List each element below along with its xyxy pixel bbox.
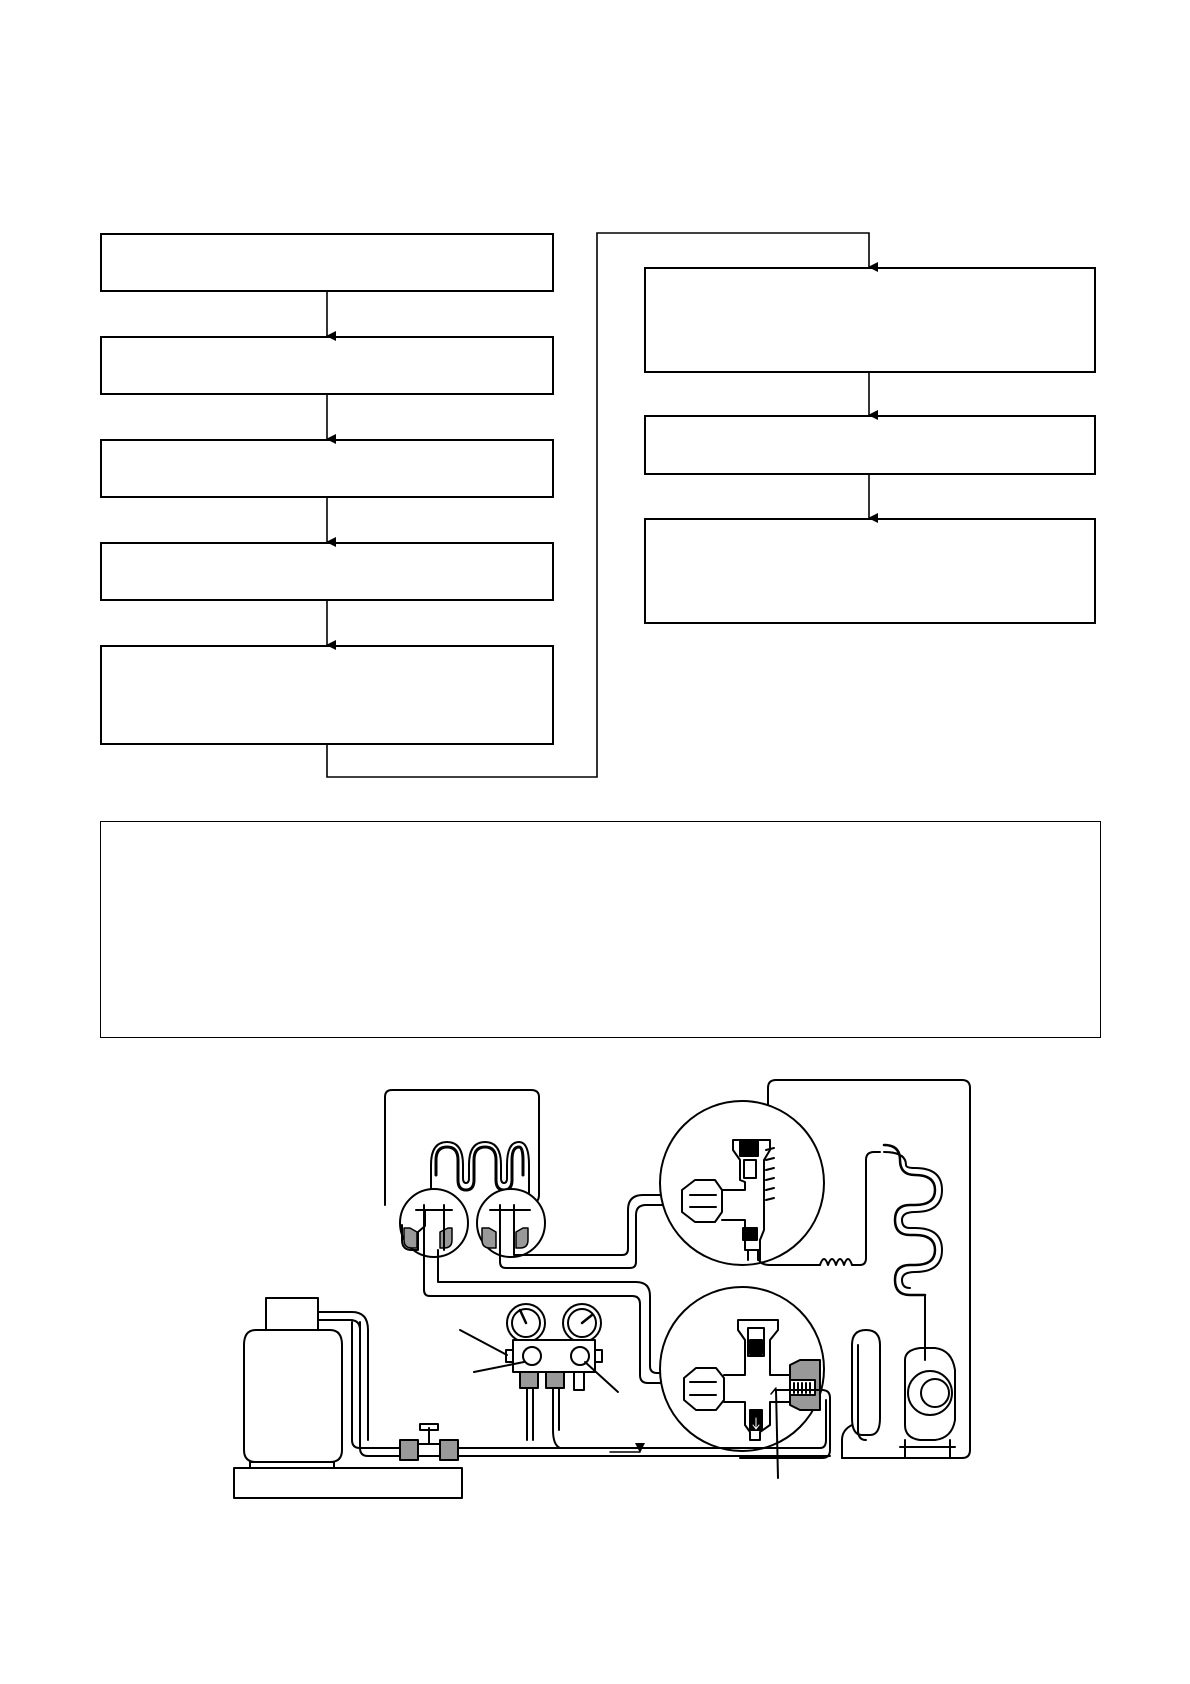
indoor-connector-left [400,1189,468,1257]
gauge-manifold [460,1304,618,1448]
scale [234,1468,462,1498]
capillary-coil [820,1259,855,1265]
indoor-unit [385,1090,539,1205]
indoor-coil [436,1147,523,1190]
refrigerant-cylinder [244,1298,342,1468]
compressor [895,1348,960,1458]
inline-valve [400,1424,458,1460]
flow-arrows [327,233,869,777]
lower-service-valve [660,1287,824,1451]
accumulator [852,1330,880,1440]
indoor-connector-right [477,1189,545,1257]
flow-connector [327,233,869,777]
refrigeration-illustration [234,1080,970,1498]
upper-service-valve [660,1101,824,1265]
